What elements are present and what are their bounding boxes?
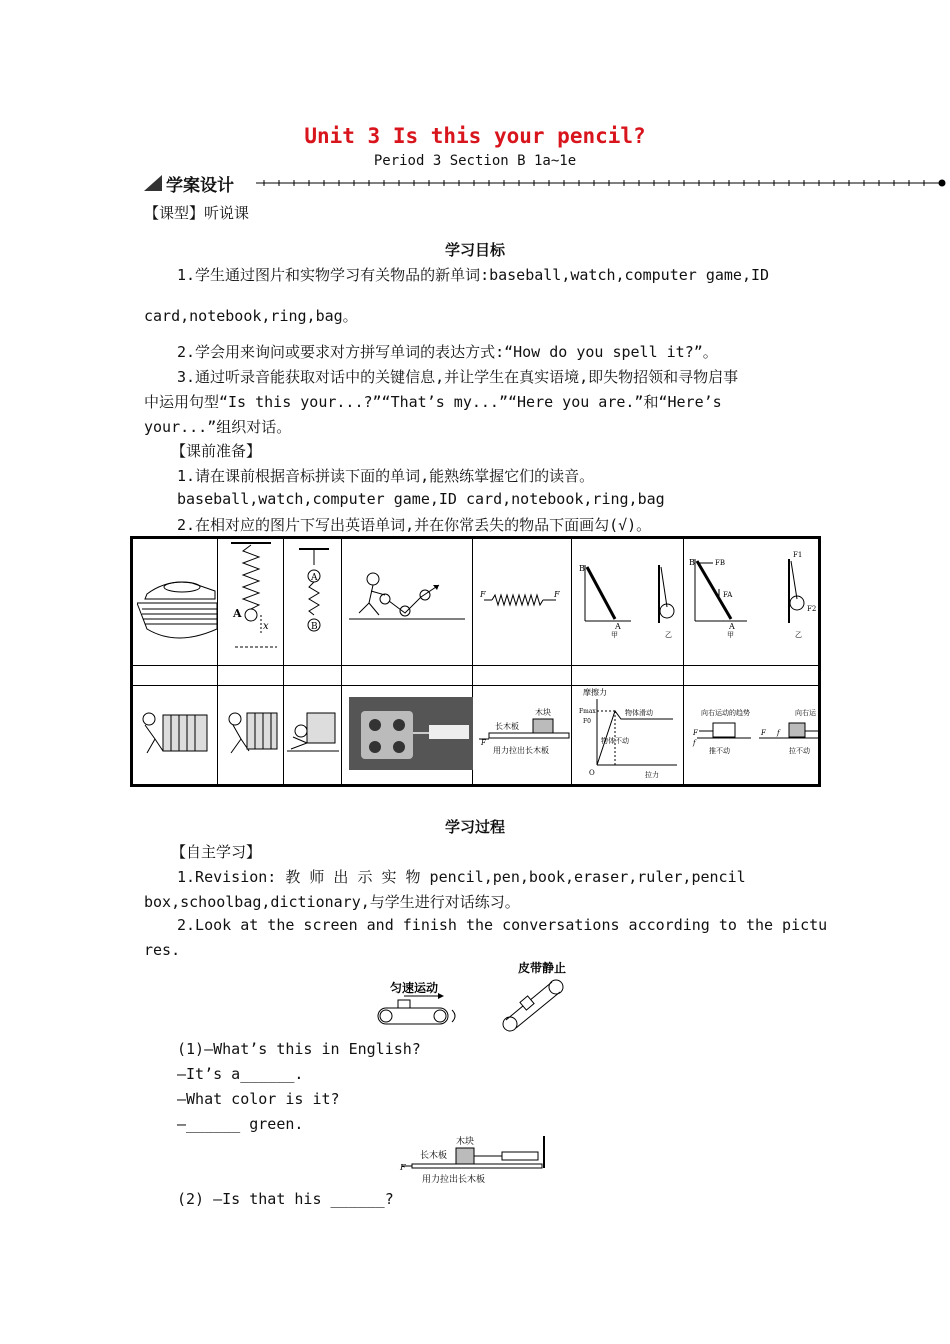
tendency-figure	[687, 705, 819, 765]
label-f0: F0	[583, 718, 591, 725]
process-1-line-1: 1.Revision: 教 师 出 示 实 物 pencil,pen,book,eraser,ruler,pencil	[177, 868, 746, 886]
goal-1-line-1: 1.学生通过图片和实物学习有关物品的新单词:baseball,watch,computer game,ID	[177, 266, 770, 284]
unit-subtitle: Period 3 Section B 1a~1e	[373, 153, 577, 169]
section-banner	[144, 171, 946, 195]
q1-line-2: —It’s a______.	[177, 1065, 304, 1083]
spring-ab-figure	[285, 545, 339, 637]
label-f-right: F	[554, 590, 560, 599]
label-tendency: 向右运动的趋势	[701, 709, 750, 717]
ball-path-figure	[345, 559, 469, 639]
board-block-figure	[475, 705, 571, 765]
push-crate-figure-2	[221, 709, 281, 757]
goal-2: 2.学会用来询问或要求对方拼写单词的表达方式:“How do you spell it?”。	[177, 343, 718, 361]
process-1-line-2: box,schoolbag,dictionary,与学生进行对话练习。	[144, 893, 520, 911]
label-b3: B	[689, 558, 695, 567]
label-f-left: F	[480, 590, 486, 599]
push-crate-figure-3	[287, 709, 339, 757]
label-f-small-push: f	[693, 739, 696, 747]
label-f-board: F	[481, 739, 486, 747]
goal-3-line-2: 中运用句型“Is this your...?”“That’s my...”“Here you are.”和“Here’s	[144, 393, 722, 411]
label-x: x	[263, 621, 269, 632]
course-type: 【课型】听说课	[144, 204, 250, 222]
label-jia2: 甲	[727, 631, 734, 639]
goals-heading: 学习目标	[444, 241, 505, 259]
prep-words: baseball,watch,computer game,ID card,notebook,ring,bag	[177, 490, 665, 508]
label-long-board: 长木板	[495, 722, 519, 731]
label-long-board-2: 长木板	[420, 1151, 448, 1161]
label-pull-board-2: 用力拉出长木板	[422, 1175, 486, 1185]
process-2-line-2: res.	[144, 941, 181, 959]
prep-1: 1.请在课前根据音标拼读下面的单词,能熟练掌握它们的读音。	[177, 467, 595, 485]
q1-line-3: —What color is it?	[177, 1090, 340, 1108]
label-f2: F2	[807, 605, 817, 613]
label-a: A	[233, 607, 242, 620]
label-origin: O	[589, 769, 595, 777]
prep-2: 2.在相对应的图片下写出英语单词,并在你常丢失的物品下面画勾(√)。	[177, 516, 652, 534]
label-f-pull: F	[761, 729, 766, 737]
label-yi: 乙	[665, 631, 672, 639]
ladder-forces-figure	[685, 545, 819, 639]
label-belt-static: 皮带静止	[518, 961, 567, 975]
label-fb: FB	[715, 559, 726, 567]
unit-title: Unit 3 Is this your pencil?	[304, 124, 646, 148]
label-a4: A	[729, 622, 735, 631]
label-jia: 甲	[611, 631, 618, 639]
push-crate-figure-1	[137, 709, 215, 757]
label-f-board-2: F	[400, 1163, 406, 1172]
banner-label: 学案设计	[166, 176, 234, 196]
spring-ball-figure	[221, 539, 281, 664]
banner-decoration	[144, 171, 946, 195]
boat-car-figure	[137, 569, 217, 649]
dice-photo	[349, 697, 473, 770]
label-yi2: 乙	[795, 631, 802, 639]
label-b: B	[311, 622, 318, 632]
friction-graph	[577, 685, 681, 783]
goal-1-line-2: card,notebook,ring,bag。	[144, 307, 358, 325]
label-pull-no-move: 拉不动	[789, 747, 810, 755]
board-block-figure-2	[398, 1132, 552, 1188]
label-f-small-pull: f	[777, 729, 780, 737]
ladder-jia-yi-figure	[575, 545, 681, 639]
label-b2: B	[579, 564, 585, 573]
q1-line-1: (1)—What’s this in English?	[177, 1040, 421, 1058]
label-uniform-motion: 匀速运动	[390, 981, 439, 995]
process-heading: 学习过程	[444, 818, 505, 836]
label-pull-board: 用力拉出长木板	[493, 746, 549, 755]
label-tendency-short: 向右运	[795, 709, 816, 717]
label-static: 物体不动	[601, 737, 629, 745]
self-study-heading: 【自主学习】	[171, 843, 262, 861]
label-fmax: Fmax	[579, 708, 596, 715]
label-f-push: F	[693, 729, 698, 737]
prep-heading: 【课前准备】	[171, 442, 262, 460]
label-sliding: 物体滑动	[625, 709, 653, 717]
q2-line-1: (2) —Is that his ______?	[177, 1190, 394, 1208]
q1-line-4: —______ green.	[177, 1115, 304, 1133]
conveyor-figure	[372, 960, 582, 1032]
label-a3: A	[615, 622, 621, 631]
goal-3-line-1: 3.通过听录音能获取对话中的关键信息,并让学生在真实语境,即失物招领和寻物启事	[177, 368, 739, 386]
label-a2: A	[311, 573, 318, 583]
label-wood-block-2: 木块	[456, 1137, 475, 1147]
picture-table	[130, 536, 821, 787]
label-wood-block: 木块	[535, 708, 551, 717]
label-push-no-move: 推不动	[709, 747, 730, 755]
goal-3-line-3: your...”组织对话。	[144, 418, 292, 436]
label-f1: F1	[793, 551, 803, 559]
label-fa: FA	[723, 591, 733, 599]
spring-force-figure	[476, 585, 568, 615]
label-friction: 摩擦力	[583, 688, 607, 697]
process-2-line-1: 2.Look at the screen and finish the conversations according to the pictu	[177, 916, 828, 934]
label-pulling: 拉力	[645, 771, 659, 779]
